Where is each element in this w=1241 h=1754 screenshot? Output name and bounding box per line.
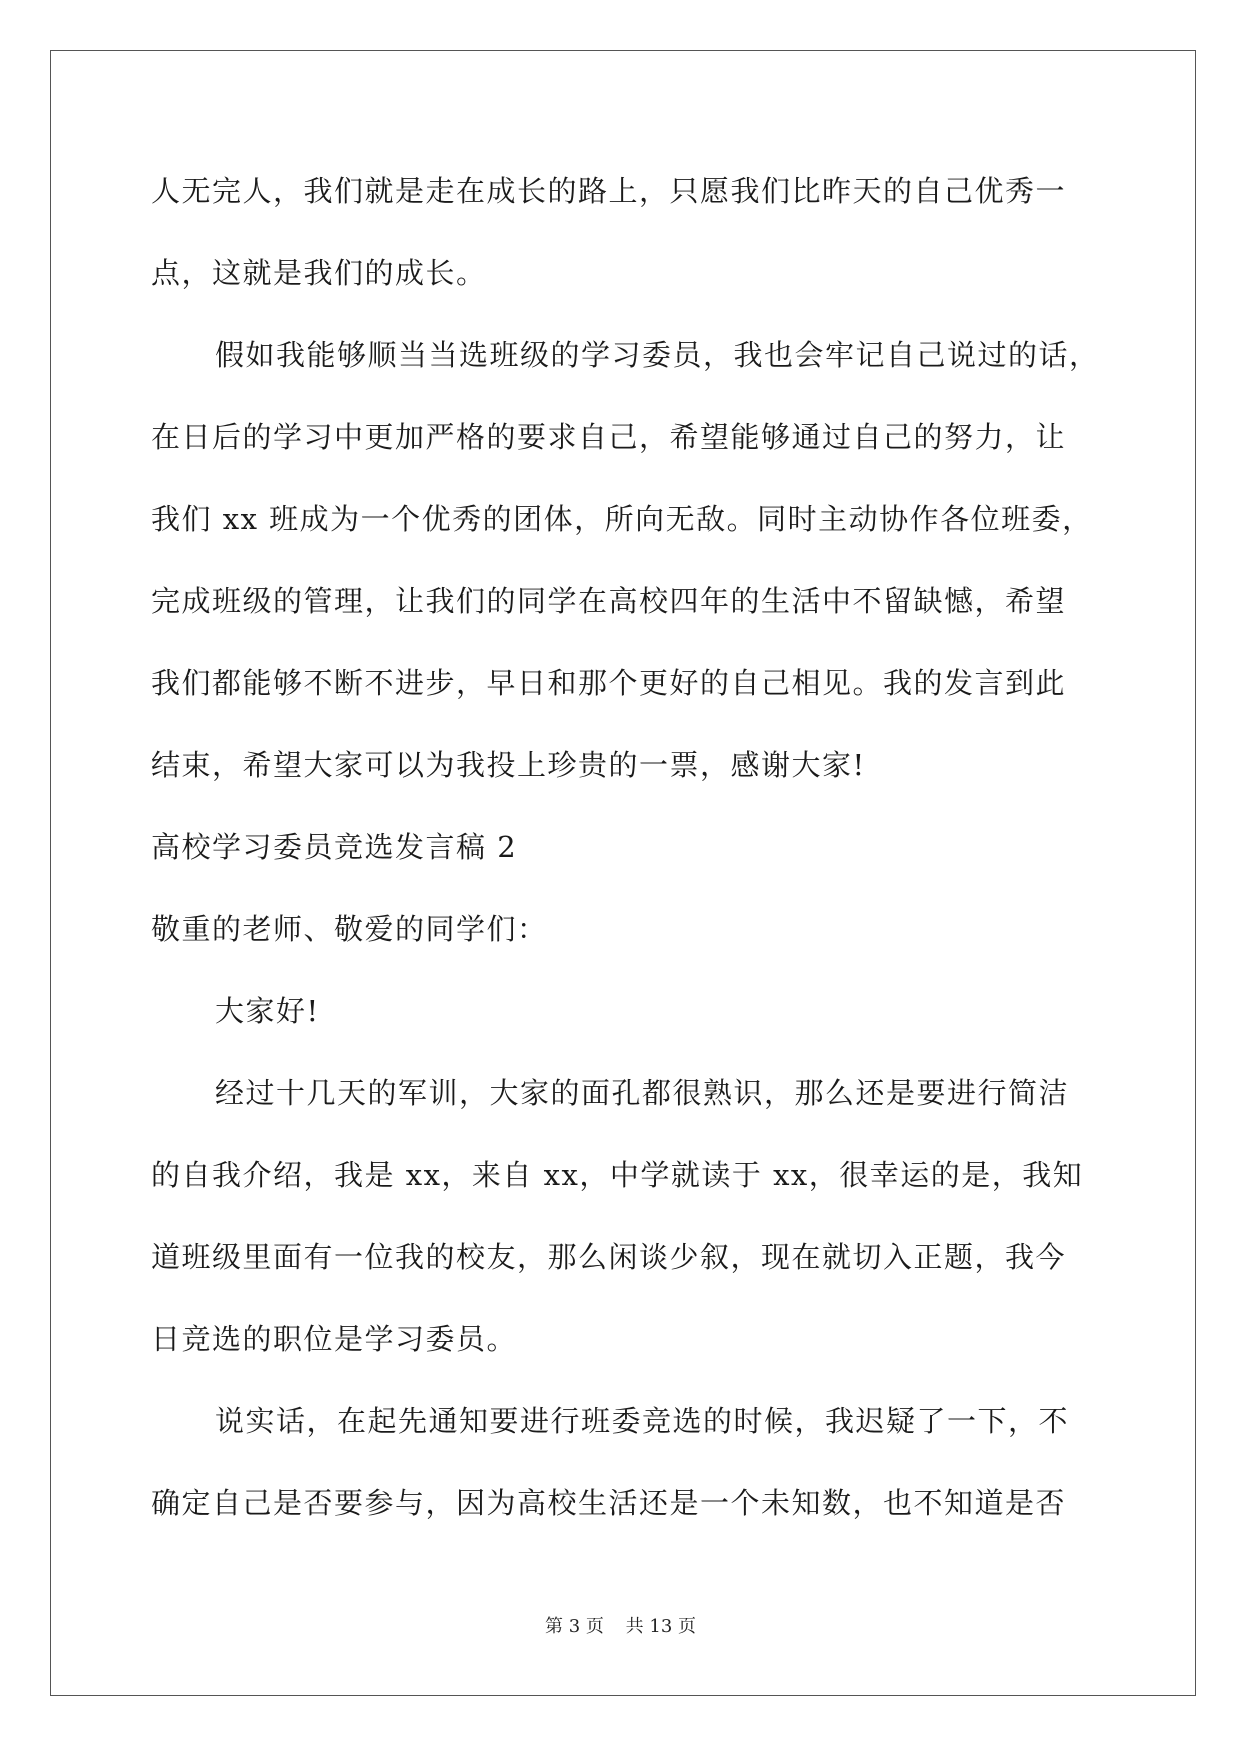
text-line-8: 结束，希望大家可以为我投上珍贵的一票，感谢大家!: [151, 748, 866, 782]
document-body: [151, 160, 1100, 1554]
page-number: 第 3 页: [545, 1616, 604, 1637]
text-line-3: 假如我能够顺当当选班级的学习委员，我也会牢记自己说过的话，: [215, 338, 1100, 372]
text-line-7: 我们都能够不断不进步，早日和那个更好的自己相见。我的发言到此: [151, 666, 1067, 700]
text-line-2: 点，这就是我们的成长。: [151, 256, 487, 290]
section-heading: 高校学习委员竞选发言稿 2: [151, 830, 518, 864]
text-line-5: 我们 xx 班成为一个优秀的团体，所向无敌。同时主动协作各位班委，: [151, 502, 1093, 536]
greeting: 大家好!: [215, 994, 320, 1028]
page-footer: [0, 1612, 1241, 1638]
text-line-6: 完成班级的管理，让我们的同学在高校四年的生活中不留缺憾，希望: [151, 584, 1067, 618]
page-total: 共 13 页: [625, 1616, 696, 1637]
text-line-1: 人无完人，我们就是走在成长的路上，只愿我们比昨天的自己优秀一: [151, 174, 1067, 208]
text-line-13: 的自我介绍，我是 xx，来自 xx，中学就读于 xx，很幸运的是，我知: [151, 1158, 1084, 1192]
text-line-15: 日竞选的职位是学习委员。: [151, 1322, 518, 1356]
text-line-4: 在日后的学习中更加严格的要求自己，希望能够通过自己的努力，让: [151, 420, 1067, 454]
text-line-17: 确定自己是否要参与，因为高校生活还是一个未知数，也不知道是否: [151, 1486, 1067, 1520]
salutation: 敬重的老师、敬爱的同学们：: [151, 912, 548, 946]
text-line-14: 道班级里面有一位我的校友，那么闲谈少叙，现在就切入正题，我今: [151, 1240, 1067, 1274]
text-line-12: 经过十几天的军训，大家的面孔都很熟识，那么还是要进行简洁: [215, 1076, 1070, 1110]
text-line-16: 说实话，在起先通知要进行班委竞选的时候，我迟疑了一下，不: [215, 1404, 1070, 1438]
